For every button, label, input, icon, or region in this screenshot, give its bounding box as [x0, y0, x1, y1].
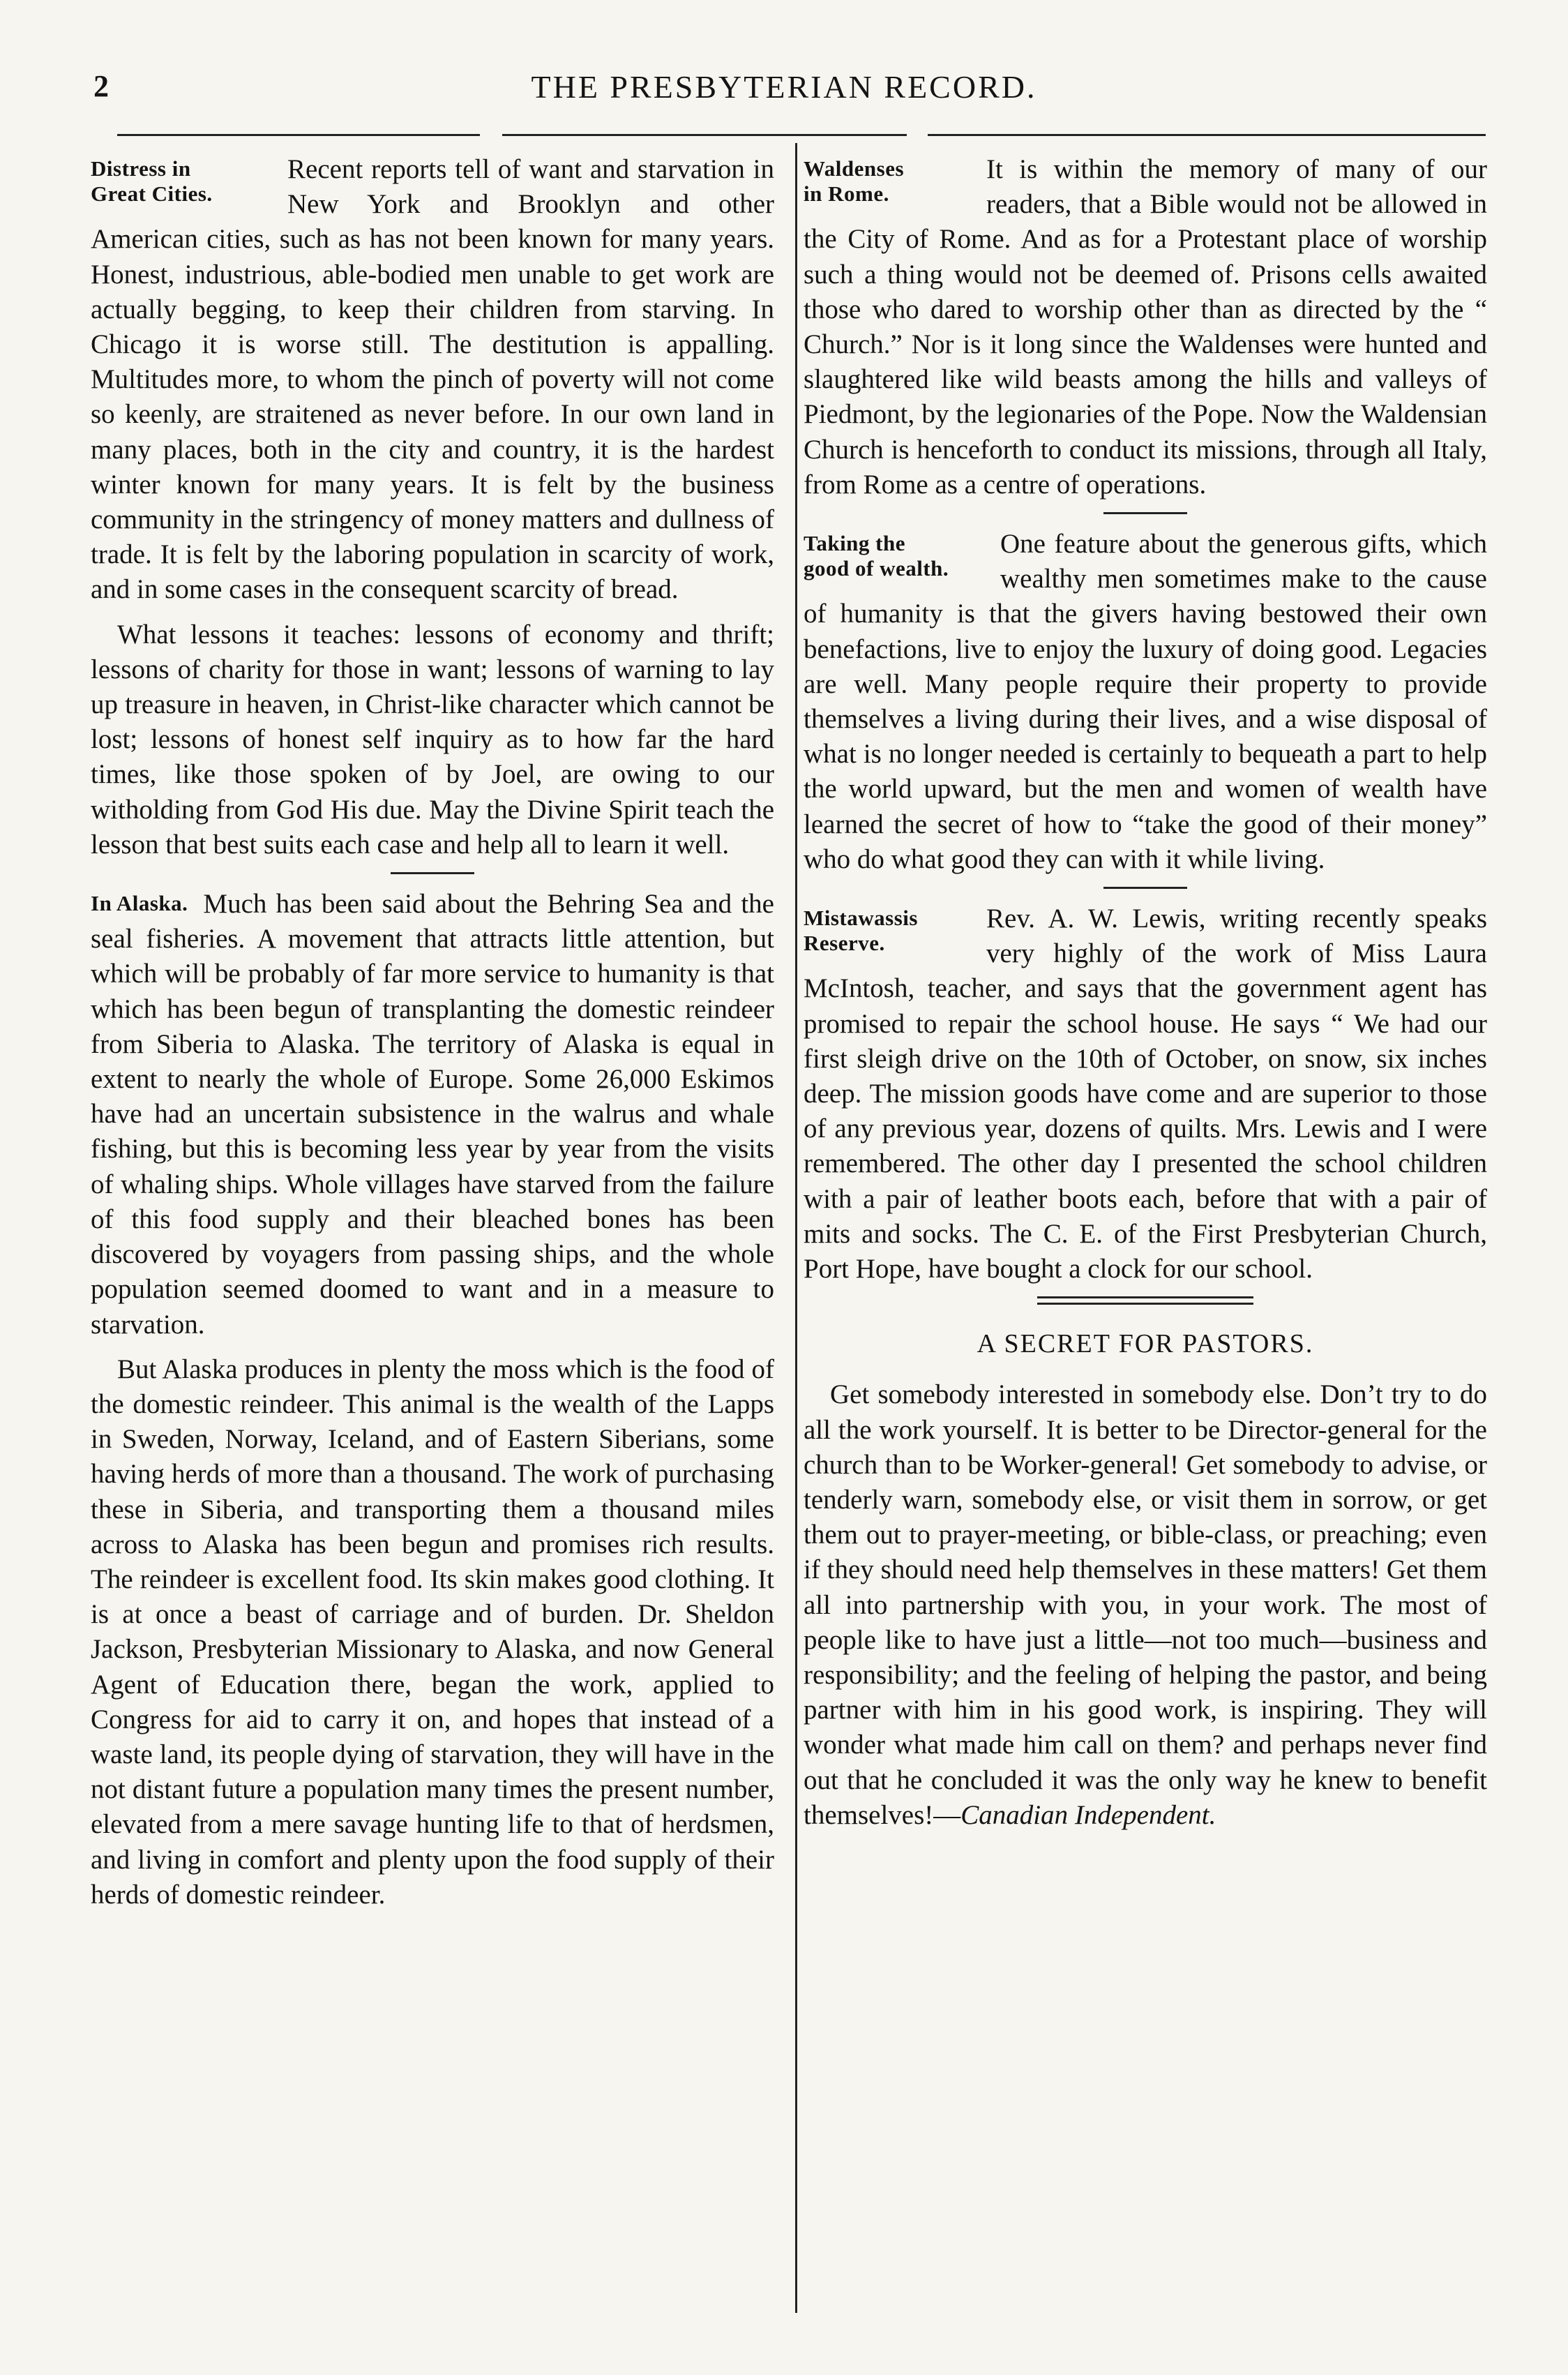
sidehead-distress: Distress in Great Cities.: [91, 156, 213, 206]
header-rule-left: [117, 134, 480, 136]
header-rule-right: [928, 134, 1486, 136]
article-waldenses: [804, 152, 1487, 502]
right-column: [804, 152, 1487, 1843]
paragraph-text: Get somebody interested in somebody else. Don’t try to do all the work yourself. It is better to be Director-general for the church than to be Worker-general! Get somebody to advise, or tenderly warn, somebody else, or visit them in sorrow, or get them out to prayer-meeting, or bible-class, or preaching; even if they should need help themselves in these matters! Get them all into partnership with you, in your work. The most of people like to have just a little—not too much—business and responsibility; and the feeling of helping the pastor, and being partner with him in his good work, is inspiring. They will wonder what made him call on them? and perhaps never find out that he concluded it was the only way he knew to benefit themselves!—: [804, 1379, 1487, 1830]
paragraph: What lessons it teaches: lessons of economy and thrift; lessons of charity for those in want; lessons of warning to lay up treasure in heaven, in Christ-like character which cannot be lost; lessons of honest self inquiry as to how far the hard times, like those spoken of by Joel, are owing to our witholding from God His due. May the Divine Spirit teach the lesson that best suits each case and help all to learn it well.: [91, 619, 774, 860]
article-heading: A SECRET FOR PASTORS.: [977, 1329, 1314, 1359]
article-distress: [91, 152, 774, 862]
sidehead-waldenses: Waldenses in Rome.: [804, 156, 905, 206]
page-number: 2: [93, 69, 109, 103]
section-rule: [391, 872, 474, 874]
paragraph-secret: [804, 1377, 1487, 1833]
sidehead-alaska: In Alaska.: [91, 891, 188, 916]
source-attribution: Canadian Independent.: [960, 1799, 1216, 1830]
article-secret: [804, 1328, 1487, 1833]
article-wealth: [804, 527, 1487, 877]
header-rule-center: [502, 134, 907, 136]
paragraph: Rev. A. W. Lewis, writing recently speaks very highly of the work of Miss Laura McIntosh, teacher, and says that the government agent has promised to repair the school house. He says “ We had our first sleigh drive on the 10th of October, on snow, six inches deep. The mission goods have come and are superior to those of any previous year, dozens of quilts. Mrs. Lewis and I were remembered. The other day I presented the school children with a pair of leather boots each, before that with a pair of mits and socks. The C. E. of the First Presbyterian Church, Port Hope, have bought a clock for our school.: [804, 904, 1487, 1284]
paragraph: Recent reports tell of want and starvation in New York and Brooklyn and other American cities, such as has not been known for many years. Honest, industrious, able-bodied men unable to get work are actually begging, to keep their children from starving. In Chicago it is worse still. The destitution is appalling. Multitudes more, to whom the pinch of poverty will not come so keenly, are straitened as never before. In our own land in many places, both in the city and country, it is the hardest winter known for many years. It is felt by the business community in the stringency of money matters and dullness of trade. It is felt by the laboring population in scarcity of work, and in some cases in the consequent scarcity of bread.: [91, 154, 774, 605]
sidehead-wealth: Taking the good of wealth.: [804, 531, 949, 581]
paragraph: One feature about the generous gifts, which wealthy men sometimes make to the cause of humanity is that the givers having bestowed their own benefactions, live to enjoy the luxury of doing good. Legacies are well. Many people require their property to provide themselves a living during their lives, and a wise disposal of what is no longer needed is certainly to bequeath a part to help the world upward, but the men and women of wealth have learned the secret of how to “take the good of their money” who do what good they can with it while living.: [804, 529, 1487, 874]
section-rule: [1103, 887, 1187, 889]
section-rule: [1103, 512, 1187, 514]
page-title: THE PRESBYTERIAN RECORD.: [531, 69, 1037, 105]
left-column: [91, 152, 774, 1922]
article-mistawassis: [804, 901, 1487, 1287]
sidehead-mistawassis: Mistawassis Reserve.: [804, 906, 918, 956]
paragraph: But Alaska produces in plenty the moss which is the food of the domestic reindeer. This animal is the wealth of the Lapps in Sweden, Norway, Iceland, and of Eastern Siberians, some having herds of more than a thousand. The work of purchasing these in Siberia, and transporting them a thousand miles across to Alaska has been begun and promises rich results. The reindeer is excellent food. Its skin makes good clothing. It is at once a beast of carriage and of burden. Dr. Sheldon Jackson, Presbyterian Missionary to Alaska, and now General Agent of Education there, began the work, applied to Congress for aid to carry it on, and hopes that instead of a waste land, its people dying of starvation, they will have in the not distant future a population many times the present number, elevated from a mere savage hunting life to that of herdsmen, and living in comfort and plenty upon the food supply of their herds of domestic reindeer.: [91, 1354, 774, 1910]
paragraph: It is within the memory of many of our readers, that a Bible would not be allowed in the City of Rome. And as for a Protestant place of worship such a thing would not be deemed of. Prisons cells awaited those who dared to worship other than as directed by the “ Church.” Nor is it long since the Waldenses were hunted and slaughtered like wild beasts among the hills and valleys of Piedmont, by the legionaries of the Pope. Now the Waldensian Church is henceforth to conduct its missions, through all Italy, from Rome as a centre of operations.: [804, 154, 1487, 500]
column-divider: [795, 143, 797, 2313]
double-rule: [1037, 1296, 1253, 1305]
paragraph: Much has been said about the Behring Sea and the seal fisheries. A movement that attracts little attention, but which will be probably of far more service to humanity is that which has been begun of transplanting the domestic reindeer from Siberia to Alaska. The territory of Alaska is equal in extent to nearly the whole of Europe. Some 26,000 Eskimos have had an uncertain subsistence in the walrus and whale fishing, but this is becoming less year by year from the visits of whaling ships. Whole villages have starved from the failure of this food supply and their bleached bones has been discovered by voyagers from passing ships, and the whole population seemed doomed to want and in a measure to starvation.: [91, 889, 774, 1340]
article-alaska: [91, 887, 774, 1912]
